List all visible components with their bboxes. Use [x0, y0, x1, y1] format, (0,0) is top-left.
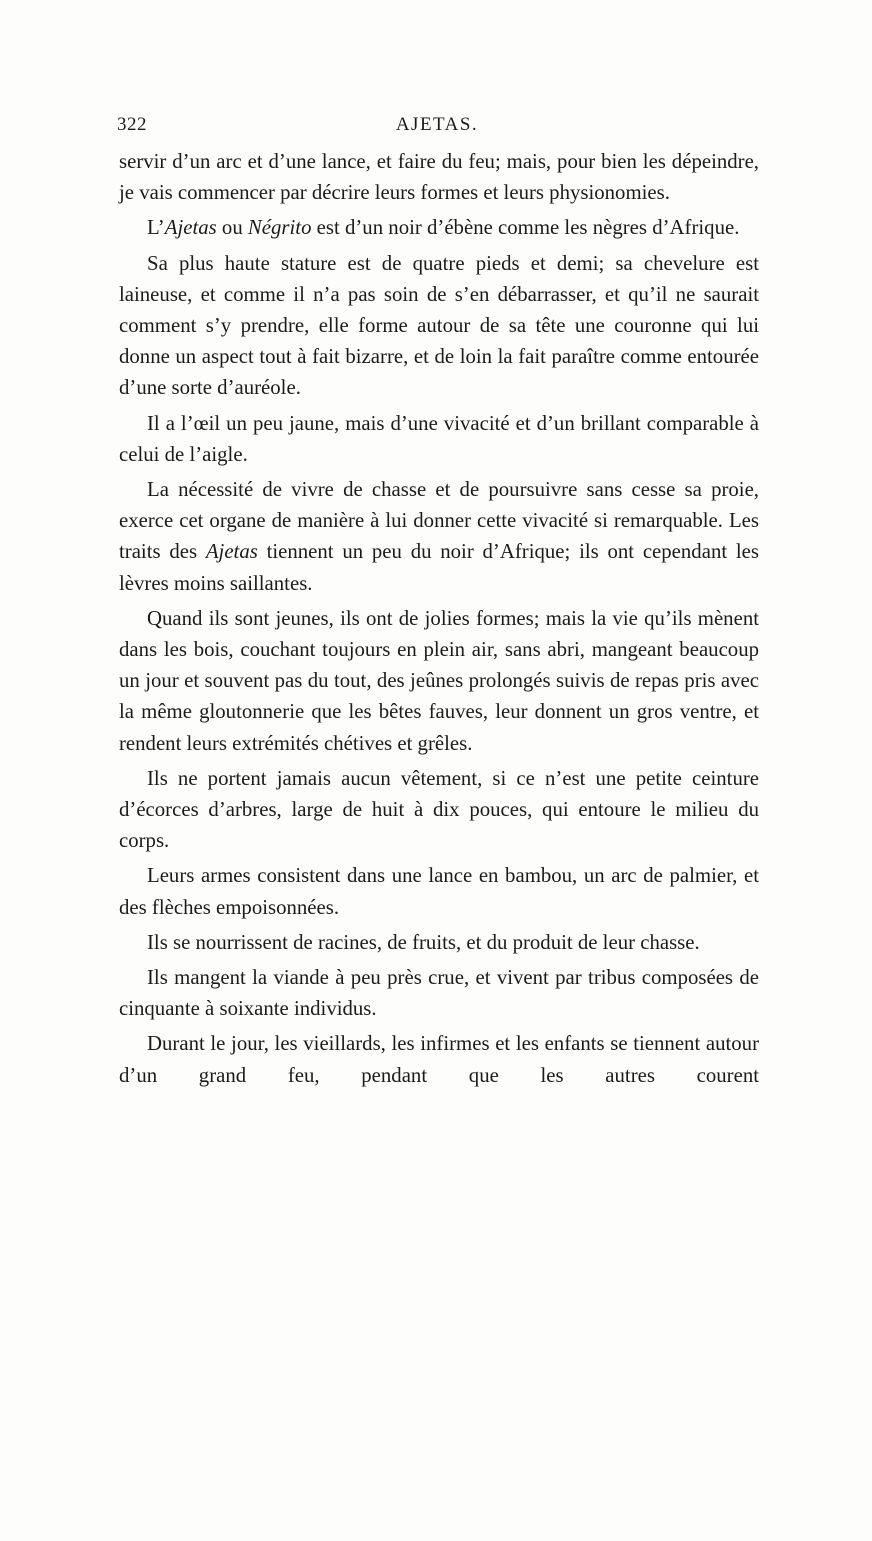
paragraph-weapons: Leurs armes consistent dans une lance en bambou, un arc de palmier, et des flèches empoisonnées. [119, 864, 759, 919]
running-title: AJETAS. [395, 114, 479, 135]
paragraph-stature: Sa plus haute stature est de quatre pieds et demi; sa chevelure est laineuse, et comme il n’a pas soin de s’en débarrasser, et qu’il ne saurait comment s’y prendre, elle forme autour de sa tête une couronne qui lui donne un aspect tout à fait bizarre, et de loin la fait paraître comme entourée d’une sorte d’auréole. [119, 251, 759, 400]
paragraph-daytime: Durant le jour, les vieillards, les infirmes et les enfants se tiennent autour d’un grand feu, pendant que les autres courent [119, 1032, 759, 1087]
italic-term: Négrito [247, 216, 312, 240]
paragraph-food: Ils se nourrissent de racines, de fruits, et du produit de leur chasse. [147, 930, 700, 954]
paragraph-complexion: L’Ajetas ou Négrito est d’un noir d’ébène comme les nègres d’Afrique. [147, 216, 740, 240]
italic-term: Ajetas [164, 216, 217, 240]
paragraph-youth: Quand ils sont jeunes, ils ont de jolies formes; mais la vie qu’ils mènent dans les bois, couchant toujours en plein air, sans abri, mangeant beaucoup un jour et souvent pas du tout, des jeûnes prolongés suivis de repas pris avec la même gloutonnerie que les bêtes fauves, leur donnent un gros ventre, et rendent leurs extrémités chétives et grêles. [119, 606, 759, 755]
page-number: 322 [117, 114, 147, 135]
paragraph-eyes: Il a l’œil un peu jaune, mais d’une vivacité et d’un brillant comparable à celui de l’aigle. [119, 411, 759, 466]
paragraph-hunting: La nécessité de vivre de chasse et de poursuivre sans cesse sa proie, exerce cet organe de manière à lui donner cette vivacité si remarquable. Les traits des Ajetas tiennent un peu du noir d’Afrique; ils ont cependant les lèvres moins saillantes. [119, 478, 759, 595]
paragraph-tribes: Ils mangent la viande à peu près crue, et vivent par tribus composées de cinquante à soixante individus. [119, 966, 759, 1021]
italic-term: Ajetas [205, 540, 258, 564]
page-header [117, 114, 757, 142]
paragraph-continuation: servir d’un arc et d’une lance, et faire du feu; mais, pour bien les dépeindre, je vais commencer par décrire leurs formes et leurs physionomies. [119, 150, 759, 205]
paragraph-clothing: Ils ne portent jamais aucun vêtement, si ce n’est une petite ceinture d’écorces d’arbres, large de huit à dix pouces, qui entoure le milieu du corps. [119, 766, 759, 853]
body-text [119, 146, 759, 1095]
